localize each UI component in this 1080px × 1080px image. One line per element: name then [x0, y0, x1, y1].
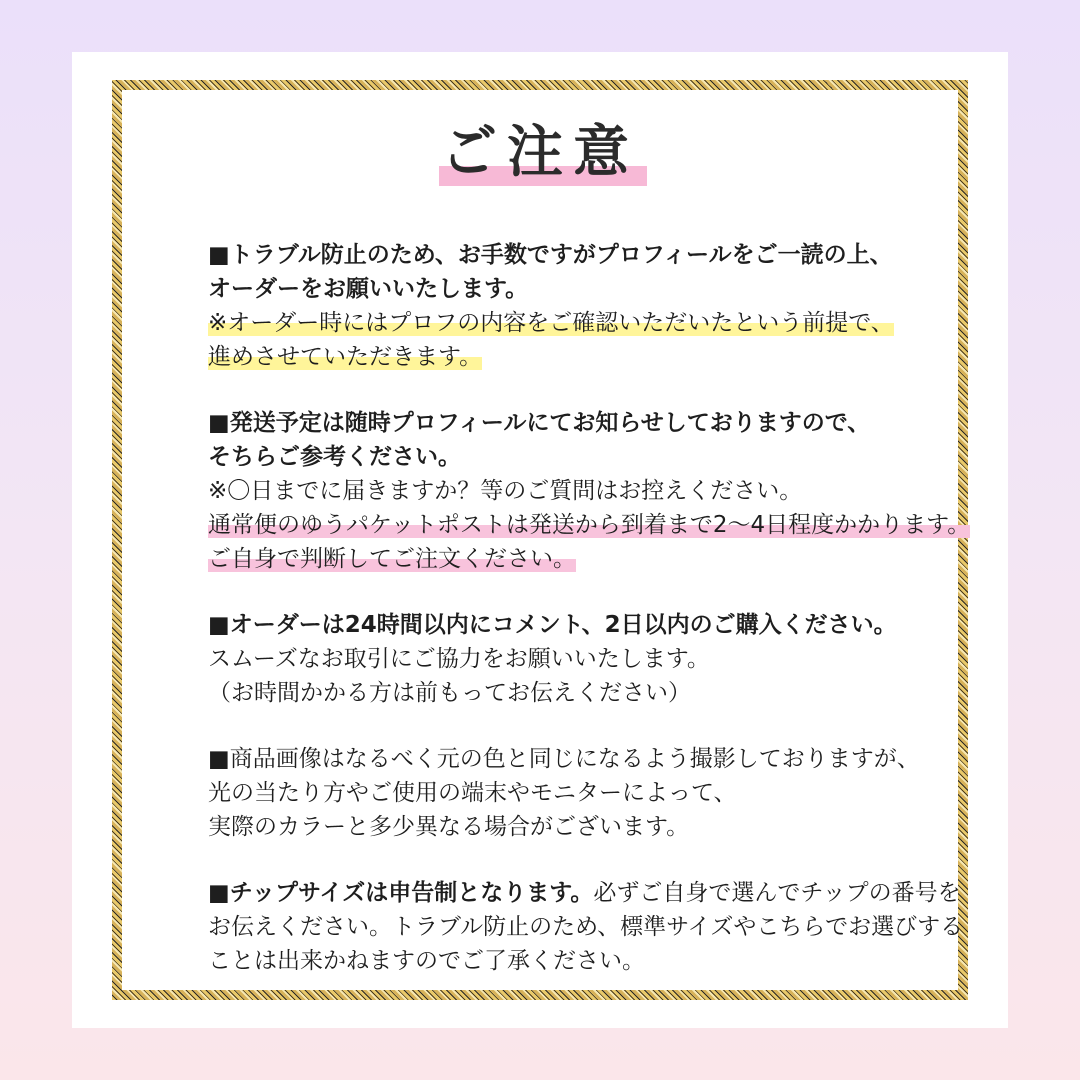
notice-line: ■オーダーは24時間以内にコメント、2日以内のご購入ください。 [208, 612, 897, 638]
highlighted-line: 進めさせていただきます。 [208, 344, 483, 370]
notice-line: （お時間かかる方は前もってお伝えください） [208, 680, 691, 706]
notice-line: ■トラブル防止のため、お手数ですがプロフィールをご一読の上、 [208, 242, 893, 268]
highlighted-line: 通常便のゆうパケットポストは発送から到着まで2〜4日程度かかります。 [208, 512, 971, 538]
notice-line-rest: 必ずご自身で選んでチップの番号を [593, 880, 961, 906]
notice-line: オーダーをお願いいたします。 [208, 276, 529, 302]
notice-line: お伝えください。トラブル防止のため、標準サイズやこちらでお選びする [208, 914, 964, 940]
notice-content [208, 238, 971, 978]
title-area [0, 118, 1080, 188]
notice-line: 光の当たり方やご使用の端末やモニターによって、 [208, 780, 737, 806]
notice-line: ことは出来かねますのでご了承ください。 [208, 948, 645, 974]
notice-line: そちらご参考ください。 [208, 444, 461, 470]
notice-line: 実際のカラーと多少異なる場合がございます。 [208, 814, 690, 840]
notice-line: ■商品画像はなるべく元の色と同じになるよう撮影しておりますが、 [208, 746, 920, 772]
notice-line: ■発送予定は随時プロフィールにてお知らせしておりますので、 [208, 410, 871, 436]
notice-line: ※〇日までに届きますか？等のご質問はお控えください。 [208, 478, 803, 504]
highlighted-line: ※オーダー時にはプロフの内容をご確認いただいたという前提で、 [208, 310, 894, 336]
notice-line: スムーズなお取引にご協力をお願いいたします。 [208, 646, 710, 672]
notice-line-bold: ■チップサイズは申告制となります。 [208, 880, 594, 906]
page-title: ご注意 [441, 120, 639, 185]
highlighted-line: ご自身で判断してご注文ください。 [208, 546, 576, 572]
